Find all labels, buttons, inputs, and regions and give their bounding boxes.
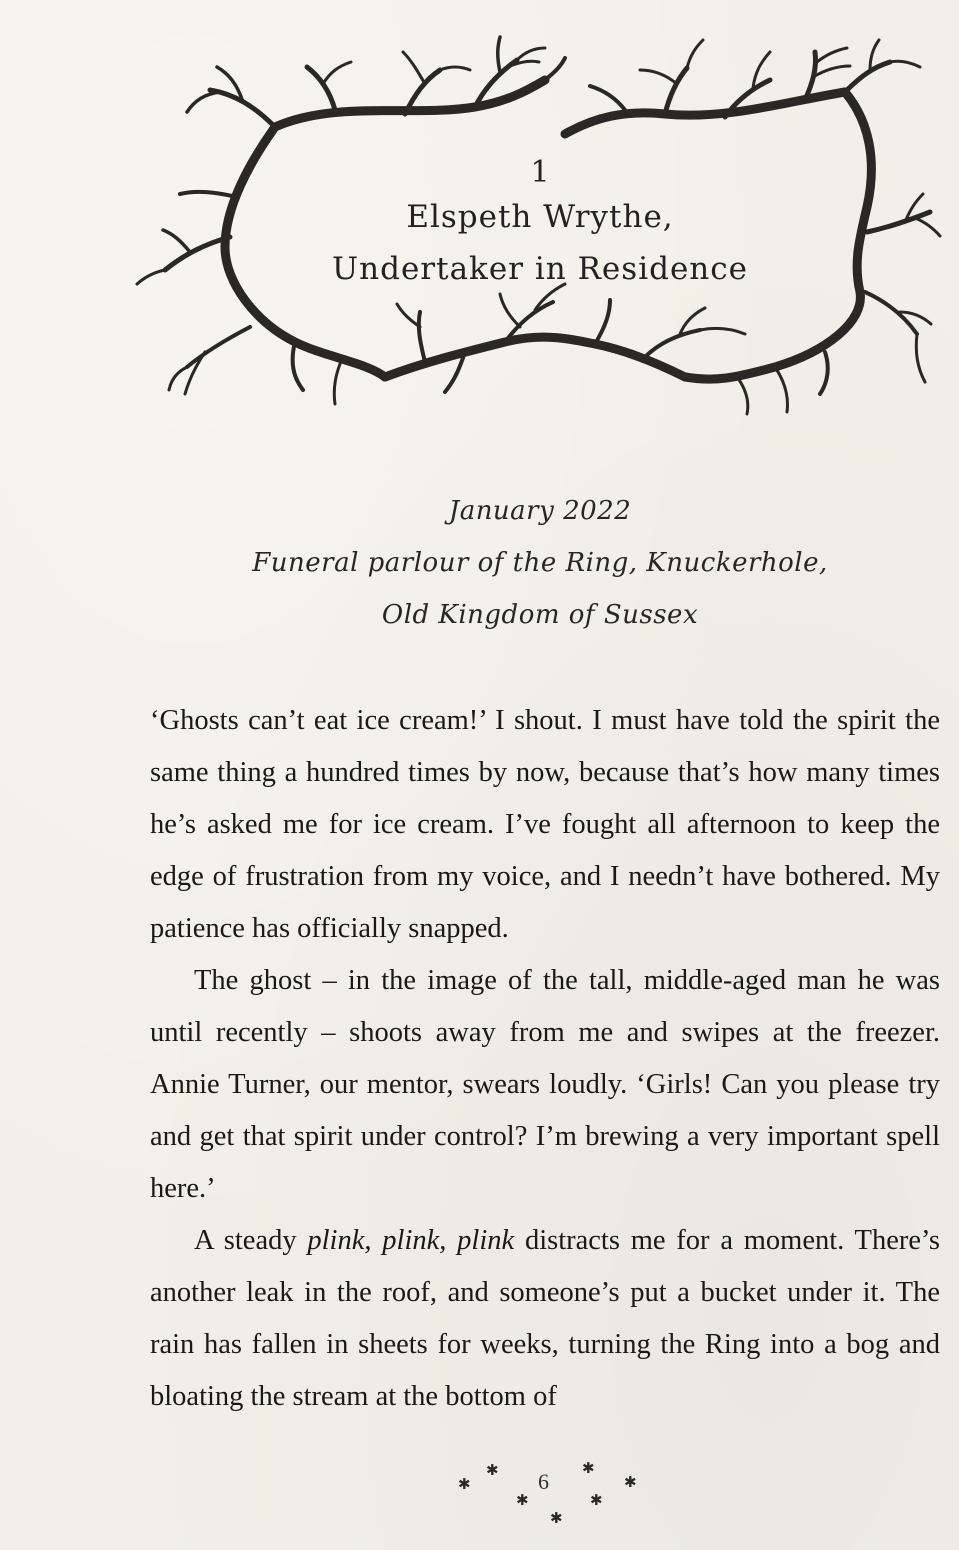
subheading-place-line-1: Funeral parlour of the Ring, Knuckerhole, [252, 548, 828, 578]
chapter-title-line-2: Undertaker in Residence [332, 251, 748, 287]
star-icon: ✱ [516, 1491, 529, 1509]
paragraph-3-after: distracts me for a moment. There’s another leak in the roof, and someone’s put a bucket under it. The rain has fallen in sheets for weeks, turning the Ring into a bog and bloating the stream at the bottom of [150, 1225, 940, 1412]
subheading-date: January 2022 [448, 496, 632, 526]
chapter-subheading [180, 485, 900, 641]
body-text [150, 695, 940, 1423]
chapter-title-line-1: Elspeth Wrythe, [406, 199, 674, 235]
paragraph-2: The ghost – in the image of the tall, middle-aged man he was until recently – shoots away from me and swipes at the freezer. Annie Turner, our mentor, swears loudly. ‘Girls! Can you please try and get that spirit under control? I’m brewing a very important spell here.’ [150, 965, 940, 1204]
page-footer [440, 1455, 660, 1535]
paragraph-1: ‘Ghosts can’t eat ice cream!’ I shout. I must have told the spirit the same thing a hundred times by now, because that’s how many times he’s asked me for ice cream. I’ve fought all afternoon to keep the edge of frustration from my voice, and I needn’t have bothered. My patience has officially snapped. [150, 705, 940, 944]
paragraph-3 [150, 1215, 940, 1423]
page-number: 6 [538, 1469, 549, 1494]
star-icon: ✱ [590, 1491, 603, 1509]
paragraph-3-before: A steady [194, 1225, 308, 1256]
star-icon: ✱ [550, 1509, 563, 1527]
star-icon: ✱ [486, 1461, 499, 1479]
star-icon: ✱ [582, 1459, 595, 1477]
chapter-number: 1 [530, 155, 550, 190]
paragraph-3-italic: plink, plink, plink [307, 1225, 515, 1256]
subheading-place-line-2: Old Kingdom of Sussex [381, 600, 699, 630]
chapter-heading [250, 155, 830, 295]
star-icon: ✱ [624, 1473, 637, 1491]
star-icon: ✱ [458, 1475, 471, 1493]
